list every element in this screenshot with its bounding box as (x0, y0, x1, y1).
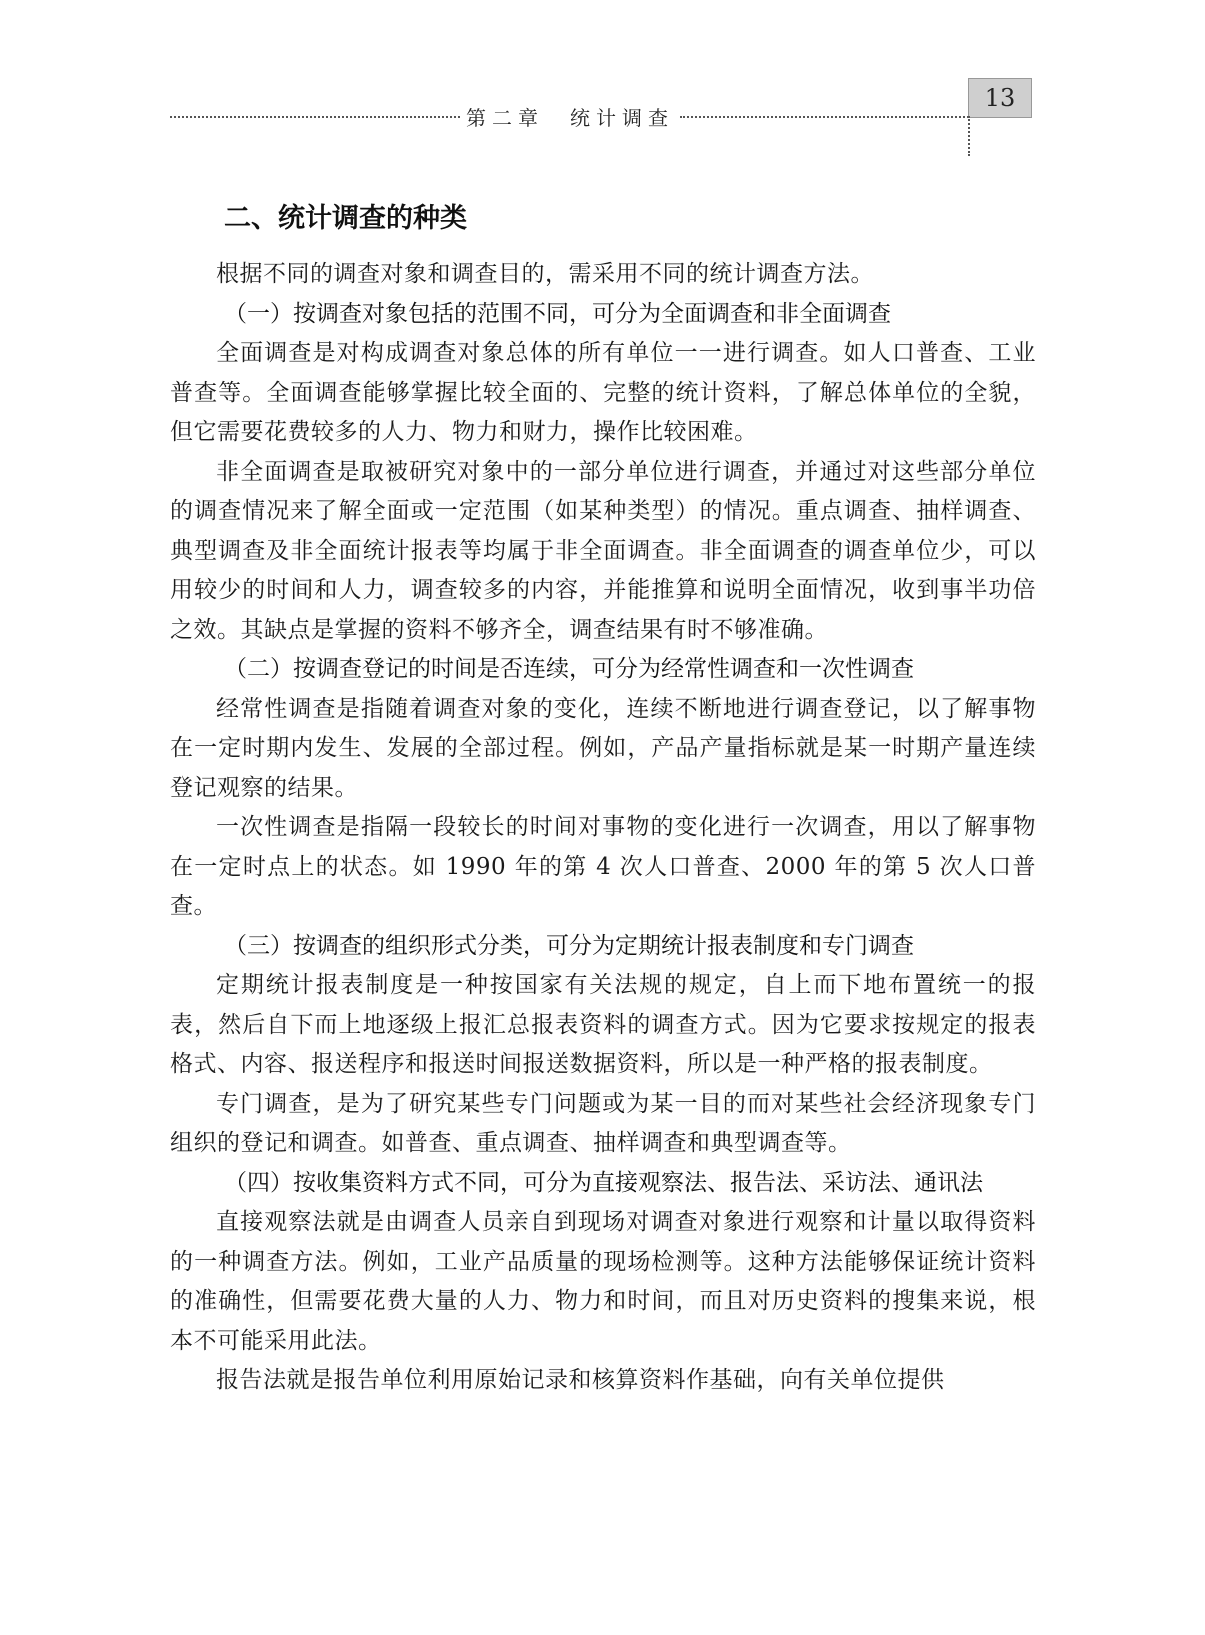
text-blocks (170, 255, 1036, 1401)
subsection-heading: （一）按调查对象包括的范围不同，可分为全面调查和非全面调查 (224, 300, 891, 327)
subsection-heading: （二）按调查登记的时间是否连续，可分为经常性调查和一次性调查 (224, 656, 914, 682)
page-number-dotted-rule (968, 116, 970, 156)
paragraph: 根据不同的调查对象和调查目的，需采用不同的统计调查方法。 (216, 261, 874, 287)
running-header (170, 96, 1032, 136)
header-dotted-rule-left (170, 116, 460, 118)
section-title: 二、统计调查的种类 (224, 203, 467, 234)
paragraph: 定期统计报表制度是一种按国家有关法规的规定，自上而下地布置统一的报表，然后自下而上地逐级上报汇总报表资料的调查方式。因为它要求按规定的报表格式、内容、报送程序和报送时间报送数据资料，所以是一种严格的报表制度。 (170, 972, 1036, 1077)
page-number: 13 (968, 78, 1032, 118)
paragraph: 专门调查，是为了研究某些专门问题或为某一目的而对某些社会经济现象专门组织的登记和调查。如普查、重点调查、抽样调查和典型调查等。 (170, 1090, 1036, 1156)
chapter-title: 第二章 统计调查 (466, 106, 674, 130)
subsection-heading: （四）按收集资料方式不同，可分为直接观察法、报告法、采访法、通讯法 (224, 1169, 983, 1196)
paragraph: 经常性调查是指随着调查对象的变化，连续不断地进行调查登记，以了解事物在一定时期内发生、发展的全部过程。例如，产品产量指标就是某一时期产量连续登记观察的结果。 (170, 695, 1036, 801)
paragraph: 一次性调查是指隔一段较长的时间对事物的变化进行一次调查，用以了解事物在一定时点上的状态。如 1990 年的第 4 次人口普查、2000 年的第 5 次人口普查。 (170, 814, 1036, 919)
subsection-heading: （三）按调查的组织形式分类，可分为定期统计报表制度和专门调查 (224, 932, 914, 959)
page-body (170, 197, 1036, 1401)
paragraph: 报告法就是报告单位利用原始记录和核算资料作基础，向有关单位提供 (216, 1367, 945, 1393)
paragraph: 非全面调查是取被研究对象中的一部分单位进行调查，并通过对这些部分单位的调查情况来了解全面或一定范围（如某种类型）的情况。重点调查、抽样调查、典型调查及非全面统计报表等均属于非全面调查。非全面调查的调查单位少，可以用较少的时间和人力，调查较多的内容，并能推算和说明全面情况，收到事半功倍之效。其缺点是掌握的资料不够齐全，调查结果有时不够准确。 (170, 458, 1036, 643)
paragraph: 直接观察法就是由调查人员亲自到现场对调查对象进行观察和计量以取得资料的一种调查方法。例如，工业产品质量的现场检测等。这种方法能够保证统计资料的准确性，但需要花费大量的人力、物力和时间，而且对历史资料的搜集来说，根本不可能采用此法。 (170, 1209, 1036, 1354)
paragraph: 全面调查是对构成调查对象总体的所有单位一一进行调查。如人口普查、工业普查等。全面调查能够掌握比较全面的、完整的统计资料，了解总体单位的全貌，但它需要花费较多的人力、物力和财力，操作比较困难。 (170, 340, 1036, 445)
